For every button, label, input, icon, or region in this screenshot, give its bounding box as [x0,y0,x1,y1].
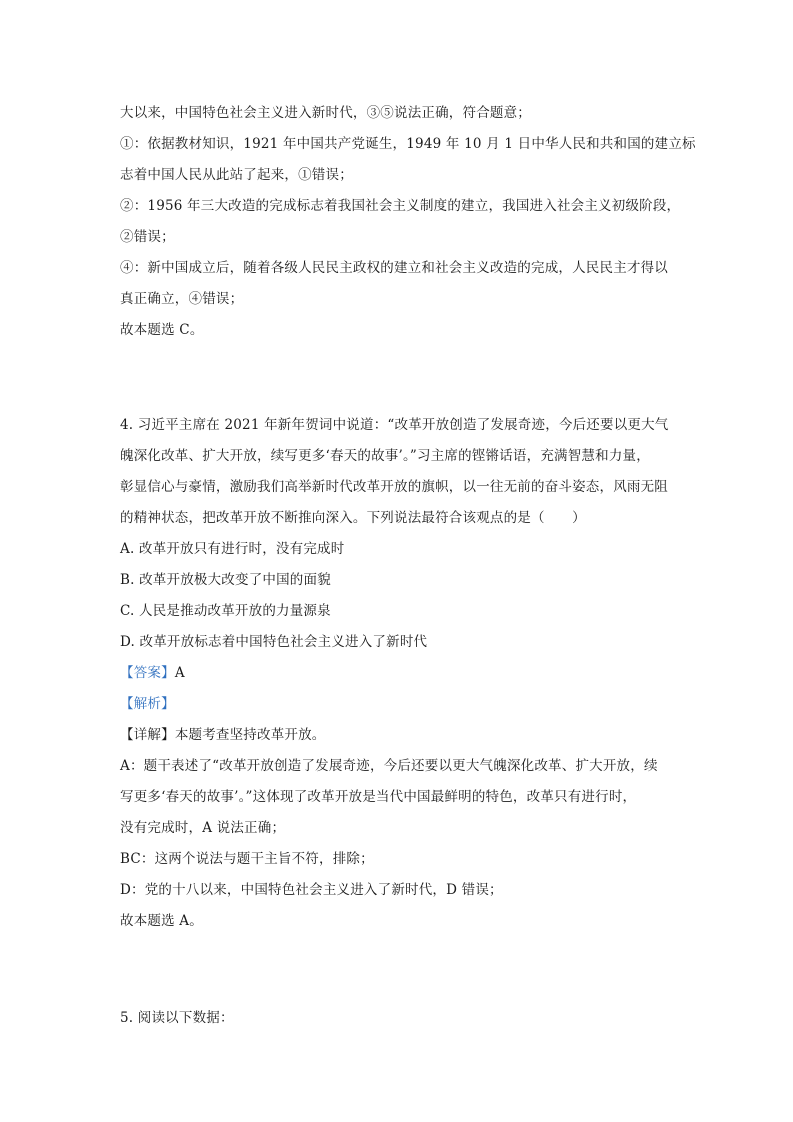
answer-value: A [174,665,185,681]
prev-explanation-line: 真正确立，④错误； [120,291,244,307]
prev-conclusion: 故本题选 C。 [120,322,204,338]
q4-stem-line: 的精神状态，把改革开放不断推向深入。下列说法最符合该观点的是（ ） [120,510,586,526]
prev-explanation-line: 大以来，中国特色社会主义进入新时代，③⑤说法正确，符合题意； [120,105,531,121]
q4-conclusion: 故本题选 A。 [120,913,203,929]
answer-tag: 【答案】 [120,665,175,681]
q4-explanation-line: A：题干表述了“改革开放创造了发展奇迹，今后还要以更大气魄深化改革、扩大开放，续 [120,758,658,774]
q4-explanation-line: D：党的十八以来，中国特色社会主义进入了新时代，D 错误； [120,882,503,898]
q4-explanation-line: 没有完成时，A 说法正确； [120,820,286,836]
prev-explanation-line: ①：依据教材知识，1921 年中国共产党诞生，1949 年 10 月 1 日中华人民和共和国的建立标 [120,136,696,152]
q4-stem-line: 魄深化改革、扩大开放，续写更多‘春天的故事’。”习主席的铿锵话语，充满智慧和力量， [120,448,650,464]
q4-option-b: B. 改革开放极大改变了中国的面貌 [120,572,331,588]
q4-option-d: D. 改革开放标志着中国特色社会主义进入了新时代 [120,634,428,650]
prev-explanation-line: 志着中国人民从此站了起来，①错误； [120,167,353,183]
q4-analysis [120,695,680,713]
detail-text: 本题考查坚持改革开放。 [174,727,326,743]
q4-stem-line: 彰显信心与豪情，激励我们高举新时代改革开放的旗帜，以一往无前的奋斗姿态，风雨无阻 [120,479,668,495]
q4-answer [120,664,680,682]
detail-tag: 【详解】 [120,727,175,743]
q4-option-a: A. 改革开放只有进行时，没有完成时 [120,541,345,557]
prev-explanation-line: ②错误； [120,229,175,245]
q4-stem-line: 4. 习近平主席在 2021 年新年贺词中说道：“改革开放创造了发展奇迹，今后还要以更大气 [120,417,669,433]
q5-stem: 5. 阅读以下数据： [120,1010,234,1026]
prev-explanation-line: ②：1956 年三大改造的完成标志着我国社会主义制度的建立，我国进入社会主义初级阶段， [120,198,681,214]
prev-explanation-line: ④：新中国成立后，随着各级人民民主政权的建立和社会主义改造的完成，人民民主才得以 [120,260,668,276]
q4-explanation-line: BC：这两个说法与题干主旨不符，排除； [120,851,374,867]
analysis-tag: 【解析】 [120,696,175,712]
q4-detail [120,726,680,744]
q4-option-c: C. 人民是推动改革开放的力量源泉 [120,603,331,619]
q4-explanation-line: 写更多‘春天的故事’。”这体现了改革开放是当代中国最鲜明的特色，改革只有进行时， [120,789,637,805]
